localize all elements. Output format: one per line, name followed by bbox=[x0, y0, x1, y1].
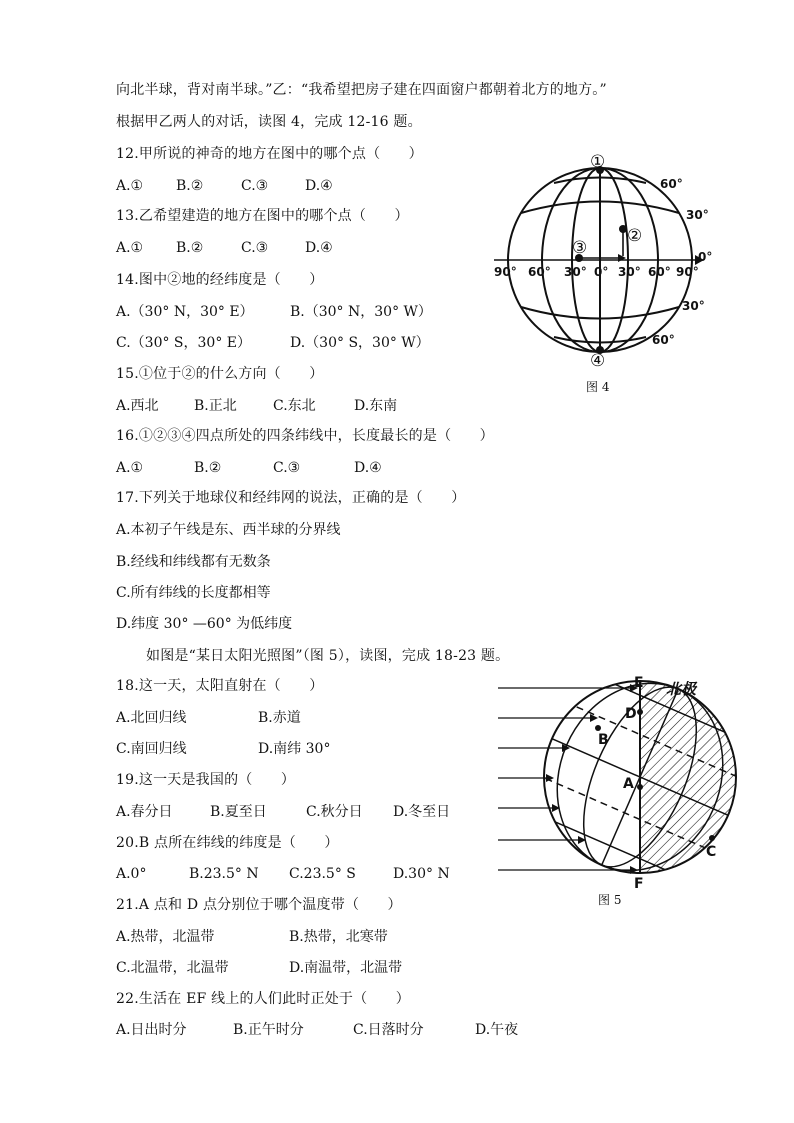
q18-stem: 18.这一天，太阳直射在（ ） bbox=[116, 678, 324, 694]
point-4-label: ④ bbox=[590, 351, 606, 371]
point-3-label: ③ bbox=[572, 238, 588, 258]
q22-option-c[interactable]: C.日落时分 bbox=[353, 1022, 424, 1038]
figure-5-sunlight bbox=[490, 672, 750, 892]
q22-option-d[interactable]: D.午夜 bbox=[475, 1022, 519, 1038]
intro-2: 如图是“某日太阳光照图”（图 5），读图，完成 18-23 题。 bbox=[146, 648, 510, 664]
q15-option-a[interactable]: A.西北 bbox=[116, 398, 159, 414]
q22-option-b[interactable]: B.正午时分 bbox=[233, 1022, 304, 1038]
figure-4-caption: 图 4 bbox=[586, 380, 610, 394]
lon-label-w30: 30° bbox=[564, 265, 587, 279]
q14-option-a[interactable]: A.（30° N，30° E） bbox=[116, 304, 254, 320]
label-b: B bbox=[598, 732, 609, 748]
q19-option-d[interactable]: D.冬至日 bbox=[393, 804, 451, 820]
q16-option-d[interactable]: D.④ bbox=[354, 460, 382, 476]
q19-option-c[interactable]: C.秋分日 bbox=[306, 804, 363, 820]
q14-option-b[interactable]: B.（30° N，30° W） bbox=[290, 304, 432, 320]
point-a-dot bbox=[637, 784, 643, 790]
point-d-dot bbox=[637, 709, 643, 715]
label-a: A bbox=[623, 776, 634, 792]
label-north-pole: 北极 bbox=[666, 680, 697, 698]
q18-option-c[interactable]: C.南回归线 bbox=[116, 741, 187, 757]
q14-stem: 14.图中②地的经纬度是（ ） bbox=[116, 272, 324, 288]
intro-line-2: 根据甲乙两人的对话，读图 4，完成 12-16 题。 bbox=[116, 114, 422, 130]
q20-option-a[interactable]: A.0° bbox=[116, 866, 147, 882]
label-c: C bbox=[706, 844, 717, 860]
q22-option-a[interactable]: A.日出时分 bbox=[116, 1022, 187, 1038]
q13-option-d[interactable]: D.④ bbox=[305, 240, 333, 256]
q16-option-a[interactable]: A.① bbox=[116, 460, 144, 476]
q19-option-b[interactable]: B.夏至日 bbox=[210, 804, 267, 820]
figure-4-globe bbox=[490, 150, 720, 370]
q20-option-b[interactable]: B.23.5° N bbox=[189, 866, 259, 882]
q18-option-b[interactable]: B.赤道 bbox=[258, 710, 301, 726]
lat-label-s60: 60° bbox=[652, 333, 675, 347]
q15-option-c[interactable]: C.东北 bbox=[273, 398, 316, 414]
q15-option-d[interactable]: D.东南 bbox=[354, 398, 398, 414]
point-1-label: ① bbox=[590, 152, 606, 172]
q13-option-c[interactable]: C.③ bbox=[241, 240, 269, 256]
lat-label-s30: 30° bbox=[682, 299, 705, 313]
sun-ray-arrow-icon bbox=[590, 714, 598, 722]
q21-option-b[interactable]: B.热带，北寒带 bbox=[289, 929, 388, 945]
q20-option-c[interactable]: C.23.5° S bbox=[289, 866, 356, 882]
label-f: F bbox=[634, 876, 644, 892]
lat-label-0: 0° bbox=[698, 250, 713, 264]
lon-label-e60: 60° bbox=[648, 265, 671, 279]
q18-option-a[interactable]: A.北回归线 bbox=[116, 710, 187, 726]
lon-label-w60: 60° bbox=[528, 265, 551, 279]
label-d: D bbox=[625, 706, 637, 722]
q17-option-c[interactable]: C.所有纬线的长度都相等 bbox=[116, 585, 271, 601]
lon-label-e90: 90° bbox=[676, 265, 699, 279]
intro-line-1: 向北半球，背对南半球。”乙：“我希望把房子建在四面窗户都朝着北方的地方。” bbox=[116, 82, 607, 98]
q21-stem: 21.A 点和 D 点分别位于哪个温度带（ ） bbox=[116, 897, 402, 913]
q15-stem: 15.①位于②的什么方向（ ） bbox=[116, 366, 324, 382]
q12-option-a[interactable]: A.① bbox=[116, 178, 144, 194]
point-b-dot bbox=[595, 725, 601, 731]
q19-stem: 19.这一天是我国的（ ） bbox=[116, 772, 296, 788]
q12-option-d[interactable]: D.④ bbox=[305, 178, 333, 194]
q18-option-d[interactable]: D.南纬 30° bbox=[258, 741, 331, 757]
q20-stem: 20.B 点所在纬线的纬度是（ ） bbox=[116, 835, 339, 851]
q13-stem: 13.乙希望建造的地方在图中的哪个点（ ） bbox=[116, 208, 409, 224]
lat-label-n60: 60° bbox=[660, 177, 683, 191]
lon-label-e30: 30° bbox=[618, 265, 641, 279]
q19-option-a[interactable]: A.春分日 bbox=[116, 804, 173, 820]
figure-5-caption: 图 5 bbox=[598, 893, 622, 907]
q17-option-b[interactable]: B.经线和纬线都有无数条 bbox=[116, 554, 271, 570]
q21-option-c[interactable]: C.北温带，北温带 bbox=[116, 960, 229, 976]
point-2-dot bbox=[619, 225, 627, 233]
q15-option-b[interactable]: B.正北 bbox=[194, 398, 237, 414]
lat-label-n30: 30° bbox=[686, 208, 709, 222]
q14-option-d[interactable]: D.（30° S，30° W） bbox=[290, 335, 430, 351]
q16-option-b[interactable]: B.② bbox=[194, 460, 222, 476]
q22-stem: 22.生活在 EF 线上的人们此时正处于（ ） bbox=[116, 991, 410, 1007]
q12-option-b[interactable]: B.② bbox=[176, 178, 204, 194]
q13-option-b[interactable]: B.② bbox=[176, 240, 204, 256]
q21-option-a[interactable]: A.热带，北温带 bbox=[116, 929, 215, 945]
q17-stem: 17.下列关于地球仪和经纬网的说法，正确的是（ ） bbox=[116, 490, 466, 506]
point-2-label: ② bbox=[627, 226, 643, 246]
q20-option-d[interactable]: D.30° N bbox=[393, 866, 450, 882]
lon-label-0: 0° bbox=[594, 265, 609, 279]
q14-option-c[interactable]: C.（30° S，30° E） bbox=[116, 335, 252, 351]
q16-option-c[interactable]: C.③ bbox=[273, 460, 301, 476]
q13-option-a[interactable]: A.① bbox=[116, 240, 144, 256]
lon-label-w90: 90° bbox=[494, 265, 517, 279]
point-c-dot bbox=[709, 835, 715, 841]
q21-option-d[interactable]: D.南温带，北温带 bbox=[289, 960, 403, 976]
q12-option-c[interactable]: C.③ bbox=[241, 178, 269, 194]
q17-option-a[interactable]: A.本初子午线是东、西半球的分界线 bbox=[116, 522, 341, 538]
q16-stem: 16.①②③④四点所处的四条纬线中，长度最长的是（ ） bbox=[116, 428, 494, 444]
label-e: E bbox=[634, 675, 644, 691]
q12-stem: 12.甲所说的神奇的地方在图中的哪个点（ ） bbox=[116, 146, 423, 162]
q17-option-d[interactable]: D.纬度 30° —60° 为低纬度 bbox=[116, 616, 293, 632]
